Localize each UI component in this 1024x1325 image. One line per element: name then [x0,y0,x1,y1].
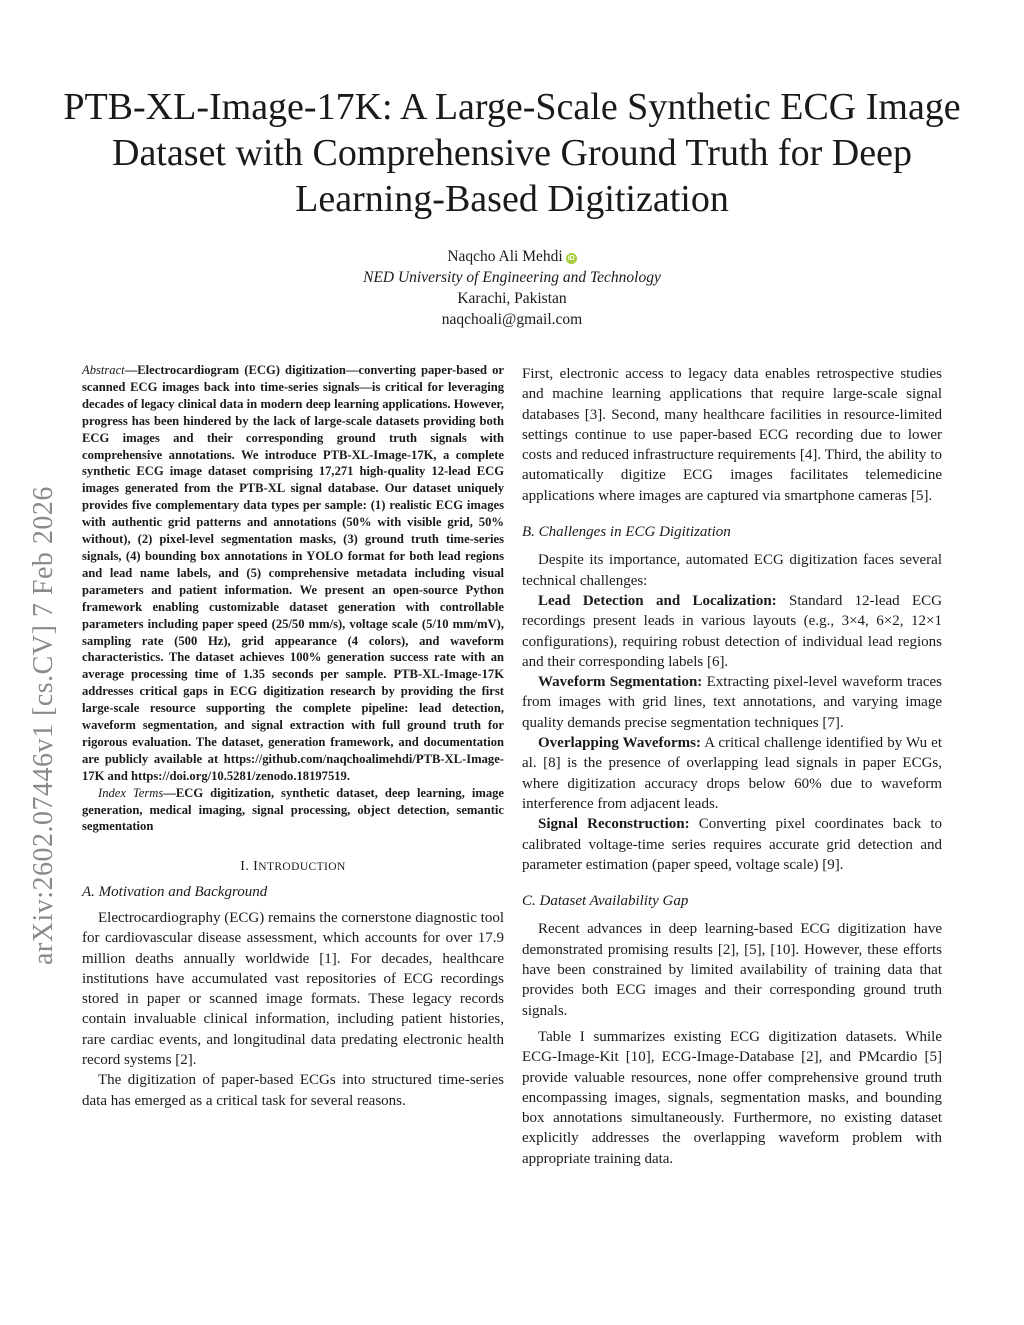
arxiv-identifier: arXiv:2602.07446v1 [cs.CV] 7 Feb 2026 [28,486,59,965]
abstract [82,362,504,785]
paper-title: PTB-XL-Image-17K: A Large-Scale Synthetic ECG Image Dataset with Comprehensive Ground Truth for Deep Learning-Based Digitization [63,86,961,220]
index-terms-label: Index Terms [98,785,164,800]
orcid-icon[interactable]: iD [567,255,575,262]
challenge-text: Extracting pixel-level waveform traces from images with grid lines, text annotations, and varying image quality demands precise segmentation techniques [7]. [522,674,942,731]
index-terms-text: —ECG digitization, synthetic dataset, deep learning, image generation, medical imaging, signal processing, object detection, semantic segmentation [82,785,504,834]
paragraph: Recent advances in deep learning-based ECG digitization have demonstrated promising results [2], [5], [10]. However, these efforts have been constrained by limited availability of training data that provides both ECG images and their corresponding ground truth signals. [522,921,942,1019]
right-column [522,364,942,1169]
abstract-text: —Electrocardiogram (ECG) digitization—converting paper-based or scanned ECG images back into time-series signals—is critical for leveraging decades of legacy clinical data in modern deep learning applications. However, progress has been hindered by the lack of large-scale datasets providing both ECG images and their corresponding ground truth signals with comprehensive annotations. We introduce PTB-XL-Image-17K, a complete synthetic ECG image dataset comprising 17,271 high-quality 12-lead ECG images generated from the PTB-XL signal database. Our dataset uniquely provides five complementary data types per sample: (1) realistic ECG images with authentic grid patterns and annotations (50% with visible grid, 50% without), (2) pixel-level segmentation masks, (3) ground truth time-series signals, (4) bounding box annotations in YOLO format for both lead regions and lead name labels, and (5) comprehensive metadata including visual parameters and patient information. We present an open-source Python framework enabling customizable dataset generation with controllable parameters including paper speed (25/50 mm/s), voltage scale (5/10 mm/mV), sampling rate (500 Hz), grid appearance (4 colors), and waveform characteristics. The dataset achieves 100% generation success rate with an average processing time of 1.35 seconds per sample. PTB-XL-Image-17K addresses critical gaps in ECG digitization research by providing the first large-scale resource supporting the complete pipeline: lead detection, waveform segmentation, and signal extraction with full ground truth for rigorous evaluation. The dataset, generation framework, and documentation are publicly available at https://github.com/naqchoalimehdi/PTB-XL-Image-17K and https://doi.org/10.5281/zenodo.18197519. [82,363,504,783]
challenge-head: Signal Reconstruction: [538,816,690,833]
challenge-item [522,814,942,875]
left-column [82,362,504,1111]
paragraph: The digitization of paper-based ECGs into structured time-series data has emerged as a critical task for several reasons. [82,1072,504,1109]
subsection-heading-a: A. Motivation and Background [82,883,268,900]
paragraph-continuation: First, electronic access to legacy data enables retrospective studies and machine learning applications that require large-scale signal databases [3]. Second, many healthcare facilities in resource-limited settings continue to use paper-based ECG recording due to lower costs and reduced infrastructure requirements [4]. Third, the ability to automatically digitize ECG images facilitates telemedicine applications where images are captured via smartphone cameras [5]. [522,366,942,504]
challenge-head: Waveform Segmentation: [538,674,703,691]
challenge-text: A critical challenge identified by Wu et al. [8] is the presence of overlapping lead signals in paper ECGs, where digitization accuracy drops below 60% due to waveform interference from adjacent leads. [522,735,942,812]
challenge-item [522,733,942,814]
paragraph: Table I summarizes existing ECG digitization datasets. While ECG-Image-Kit [10], ECG-Image-Database [2], and PMcardio [5] provide valuable resources, none offer comprehensive ground truth encompassing images, signals, segmentation masks, and bounding box annotations simultaneously. Furthermore, no existing dataset explicitly addresses the overlapping waveform problem with appropriate training data. [522,1028,942,1167]
section-first-letter: I [253,859,259,875]
author-block [200,246,824,330]
subsection-heading-b: B. Challenges in ECG Digitization [522,524,731,541]
author-name: Naqcho Ali Mehdi [447,248,563,265]
challenge-item [522,591,942,672]
subsection-heading-c: C. Dataset Availability Gap [522,893,689,910]
author-line [200,246,824,267]
abstract-label: Abstract [82,363,125,377]
paragraph: Electrocardiography (ECG) remains the cornerstone diagnostic tool for cardiovascular disease assessment, which accounts for over 17.9 million deaths annually worldwide [1]. For decades, healthcare institutions have accumulated vast repositories of ECG recordings stored in paper or scanned image formats. These legacy records contain invaluable clinical information, including patient histories, rare cardiac events, and longitudinal data predating electronic health record systems [2]. [82,909,504,1069]
paragraph: Despite its importance, automated ECG digitization faces several technical challenges: [522,552,942,589]
challenge-text: Converting pixel coordinates back to calibrated voltage-time series requires accurate grid detection and parameter estimation (paper speed, voltage scale) [9]. [522,816,943,873]
challenge-head: Overlapping Waveforms: [538,735,701,752]
email: naqchoali@gmail.com [441,311,583,328]
challenge-item [522,672,942,733]
location: Karachi, Pakistan [457,290,567,307]
affiliation: NED University of Engineering and Technology [363,269,661,286]
index-terms [82,785,504,836]
challenge-text: Standard 12-lead ECG recordings present leads in various layouts (e.g., 3×4, 6×2, 12×1 configurations), requiring robust detection of individual lead regions and their corresponding labels [6]. [522,592,942,670]
challenge-head: Lead Detection and Localization: [538,592,777,609]
section-rest: NTRODUCTION [258,861,346,874]
section-heading-introduction [82,857,504,877]
section-numeral: I. [240,859,254,875]
